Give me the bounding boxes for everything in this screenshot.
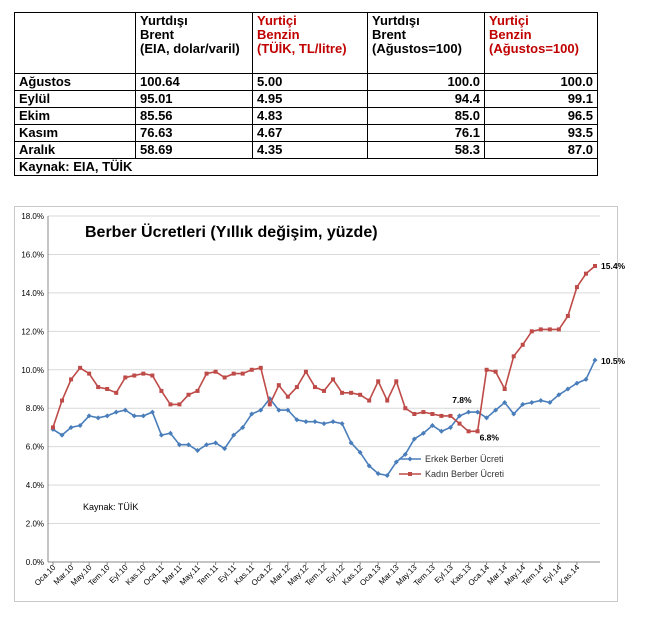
table-cell: 76.1	[368, 125, 485, 142]
x-tick-label: Mar.13	[377, 563, 401, 587]
y-tick-label: 4.0%	[25, 481, 44, 491]
table-cell: 4.67	[253, 125, 368, 142]
chart-title: Berber Ücretleri (Yıllık değişim, yüzde)	[85, 224, 378, 241]
y-tick-label: 6.0%	[25, 442, 44, 452]
data-point	[349, 391, 353, 395]
data-point	[295, 385, 299, 389]
table-cell: Aralık	[15, 142, 136, 159]
x-tick-label: Kas.11	[232, 563, 257, 587]
data-point	[584, 272, 588, 276]
table-cell: 4.95	[253, 91, 368, 108]
data-point	[277, 383, 281, 387]
data-point	[557, 327, 561, 331]
x-tick-label: May.14	[502, 563, 528, 588]
x-axis	[33, 562, 600, 588]
y-tick-label: 2.0%	[25, 519, 44, 529]
table-cell: 94.4	[368, 91, 485, 108]
legend-label: Erkek Berber Ücreti	[425, 454, 504, 464]
data-point	[123, 375, 127, 379]
data-point	[439, 414, 443, 418]
data-point	[159, 389, 163, 393]
x-tick-label: May.12	[285, 563, 311, 588]
table-cell: 96.5	[485, 108, 598, 125]
data-point	[241, 372, 245, 376]
data-label: 15.4%	[601, 260, 626, 271]
table-cell: 58.3	[368, 142, 485, 159]
data-point	[232, 372, 236, 376]
x-tick-label: Kas.12	[340, 563, 365, 588]
data-point	[141, 372, 145, 376]
data-point	[78, 366, 82, 370]
y-tick-label: 0.0%	[25, 558, 44, 567]
x-tick-label: Eyl.11	[216, 563, 239, 585]
table-cell: 85.0	[368, 108, 485, 125]
table-cell: 85.56	[136, 108, 253, 125]
price-table	[14, 12, 598, 176]
table-header-cell: Yurtiçi Benzin (TÜİK, TL/litre)	[253, 13, 368, 74]
data-point	[304, 370, 308, 374]
y-axis	[21, 212, 48, 567]
table-cell: Eylül	[15, 91, 136, 108]
data-point	[593, 264, 597, 268]
data-point	[521, 343, 525, 347]
table-row	[15, 125, 598, 142]
data-point	[583, 377, 588, 382]
data-point	[96, 385, 100, 389]
x-tick-label: Eyl.14	[541, 563, 564, 586]
x-tick-label: Oca.10	[32, 563, 58, 588]
x-tick-label: May.10	[69, 563, 94, 588]
x-tick-label: Mar.14	[485, 563, 510, 587]
table-cell: 58.69	[136, 142, 253, 159]
data-label: 10.5%	[601, 356, 626, 367]
table-cell: 95.01	[136, 91, 253, 108]
data-point	[340, 391, 344, 395]
table-row	[15, 74, 598, 91]
x-tick-label: Mar.10	[51, 563, 76, 587]
table-header-cell: Yurtiçi Benzin (Ağustos=100)	[485, 13, 598, 74]
table-row	[15, 108, 598, 125]
data-point	[168, 402, 172, 406]
data-point	[69, 377, 73, 381]
data-point	[331, 377, 335, 381]
source-note: Kaynak: TÜİK	[83, 502, 139, 512]
table-cell: 100.0	[368, 74, 485, 91]
data-point	[150, 374, 154, 378]
x-tick-label: Mar.12	[268, 563, 293, 587]
data-point	[132, 374, 136, 378]
legend	[399, 454, 504, 479]
table-cell: Ekim	[15, 108, 136, 125]
data-point	[214, 370, 218, 374]
x-tick-label: Eyl.12	[324, 563, 347, 586]
data-point	[412, 412, 416, 416]
data-point	[430, 412, 434, 416]
x-tick-label: May.11	[177, 563, 202, 588]
table-cell: 87.0	[485, 142, 598, 159]
data-point	[250, 368, 254, 372]
y-tick-label: 18.0%	[21, 212, 44, 221]
table-cell: 4.35	[253, 142, 368, 159]
table-header-cell	[15, 13, 136, 74]
x-tick-label: Tem.14	[520, 563, 546, 588]
data-point	[593, 358, 598, 363]
data-point	[150, 410, 155, 415]
table-cell: 76.63	[136, 125, 253, 142]
x-tick-label: Oca.11	[141, 563, 166, 588]
data-point	[529, 400, 534, 405]
data-point	[322, 389, 326, 393]
data-point	[159, 433, 164, 438]
x-tick-label: Kas.13	[448, 563, 473, 588]
data-point	[448, 414, 452, 418]
data-point	[60, 399, 64, 403]
data-point	[458, 422, 462, 426]
table-header-cell: Yurtdışı Brent (Ağustos=100)	[368, 13, 485, 74]
legend-marker	[408, 457, 413, 462]
chart-area	[14, 206, 626, 602]
table-source-row	[15, 159, 598, 176]
x-tick-label: Tem.12	[303, 563, 329, 588]
table-header-row	[15, 13, 598, 74]
x-tick-label: May.13	[394, 563, 419, 588]
data-point	[331, 419, 336, 424]
data-point	[105, 387, 109, 391]
data-point	[312, 419, 317, 424]
table-cell: 4.83	[253, 108, 368, 125]
y-tick-label: 16.0%	[21, 250, 44, 260]
data-point	[96, 415, 101, 420]
data-point	[196, 389, 200, 393]
data-point	[494, 370, 498, 374]
data-point	[466, 410, 471, 415]
data-point	[114, 410, 119, 415]
data-point	[539, 327, 543, 331]
table-cell: 100.64	[136, 74, 253, 91]
data-point	[548, 327, 552, 331]
data-point	[358, 393, 362, 397]
data-point	[268, 402, 272, 406]
x-tick-label: Kas.14	[557, 563, 582, 588]
data-point	[114, 391, 118, 395]
data-point	[394, 379, 398, 383]
data-point	[575, 285, 579, 289]
data-point	[530, 329, 534, 333]
y-tick-label: 8.0%	[25, 404, 44, 414]
y-tick-label: 12.0%	[21, 327, 44, 337]
data-point	[340, 421, 345, 426]
line-chart	[15, 207, 626, 601]
data-point	[259, 366, 263, 370]
data-label: 7.8%	[452, 395, 472, 406]
data-point	[376, 379, 380, 383]
data-point	[322, 421, 327, 426]
table-row	[15, 142, 598, 159]
data-point	[141, 413, 146, 418]
table-cell: 5.00	[253, 74, 368, 91]
data-point	[503, 387, 507, 391]
data-point	[566, 314, 570, 318]
x-tick-label: Mar.11	[160, 563, 184, 587]
y-tick-label: 14.0%	[21, 288, 44, 298]
data-point	[51, 425, 55, 429]
data-point	[313, 385, 317, 389]
data-point	[538, 398, 543, 403]
series-group	[51, 264, 598, 478]
table-cell: Ağustos	[15, 74, 136, 91]
x-tick-label: Eyl.10	[107, 563, 130, 586]
legend-label: Kadın Berber Ücreti	[425, 469, 505, 479]
table-row	[15, 91, 598, 108]
table-cell: 99.1	[485, 91, 598, 108]
table-cell: 100.0	[485, 74, 598, 91]
data-point	[385, 399, 389, 403]
data-point	[303, 419, 308, 424]
x-tick-label: Oca.13	[358, 563, 383, 588]
data-point	[87, 372, 91, 376]
data-point	[286, 395, 290, 399]
x-tick-label: Kas.10	[123, 563, 148, 588]
data-point	[512, 354, 516, 358]
data-point	[403, 406, 407, 410]
data-point	[421, 410, 425, 414]
data-point	[367, 399, 371, 403]
data-point	[177, 402, 181, 406]
data-point	[105, 413, 110, 418]
table-source: Kaynak: EIA, TÜİK	[15, 159, 598, 176]
x-tick-label: Eyl.13	[432, 563, 455, 586]
table-cell: Kasım	[15, 125, 136, 142]
data-point	[467, 429, 471, 433]
x-tick-label: Tem.13	[411, 563, 437, 588]
legend-marker	[408, 472, 412, 476]
data-label: 6.8%	[479, 432, 499, 443]
kadin-series-line	[53, 266, 595, 431]
x-tick-label: Tem.11	[195, 563, 221, 588]
y-tick-label: 10.0%	[21, 365, 44, 375]
x-tick-label: Tem.10	[86, 563, 112, 588]
x-tick-label: Oca.12	[249, 563, 275, 588]
data-point	[205, 372, 209, 376]
data-point	[485, 368, 489, 372]
x-tick-label: Oca.14	[466, 563, 492, 588]
annotations	[452, 261, 625, 442]
table-header-cell: Yurtdışı Brent (EIA, dolar/varil)	[136, 13, 253, 74]
data-point	[187, 393, 191, 397]
table-cell: 93.5	[485, 125, 598, 142]
data-point	[223, 375, 227, 379]
